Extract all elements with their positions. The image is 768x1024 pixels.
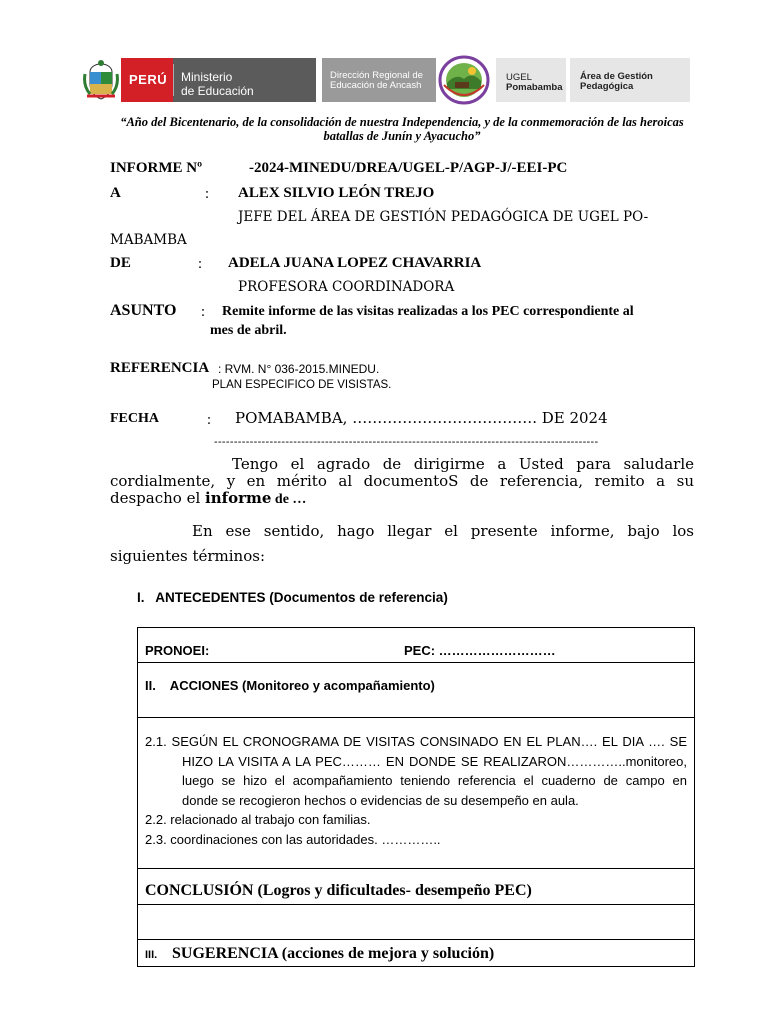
to-name: ALEX SILVIO LEÓN TREJO xyxy=(238,185,435,201)
date-value: POMABAMBA, ………………………………. DE 2024 xyxy=(235,409,608,427)
para1-line2: cordialmente, y en mérito al documentoS de referencia, remito a su xyxy=(110,472,694,490)
actions-cell[interactable] xyxy=(138,718,695,869)
suggestion-heading-cell xyxy=(138,940,695,967)
from-title: PROFESORA COORDINADORA xyxy=(238,279,455,295)
pronoei-label: PRONOEI: xyxy=(145,643,210,658)
reference-line2: PLAN ESPECIFICO DE VISISTAS. xyxy=(212,379,392,391)
ugel-emblem-icon xyxy=(438,55,490,105)
peru-label: PERÚ xyxy=(129,72,168,87)
para1-line3-end: de … xyxy=(271,492,307,507)
table-row xyxy=(138,869,695,905)
table-row xyxy=(138,905,695,940)
ministry-line2: de Educación xyxy=(181,84,254,98)
section2-heading: II. ACCIONES (Monitoreo y acompañamiento) xyxy=(145,678,435,693)
ministry-logo xyxy=(173,58,316,102)
informe-label: INFORME Nº xyxy=(110,160,203,176)
item-2-1-line4: donde se recogieron hechos o evidencias de su desempeño en aula. xyxy=(182,792,579,808)
ugel-line2: Pomabamba xyxy=(506,82,563,93)
motto-line2: batallas de Junín y Ayacucho” xyxy=(323,129,481,143)
section3-numeral: III. xyxy=(145,949,158,961)
item-2-2: 2.2. relacionado al trabajo con familias. xyxy=(145,812,371,827)
drea-line1: Dirección Regional de xyxy=(330,70,423,81)
area-line2: Pedagógica xyxy=(580,81,634,92)
ministry-line1: Ministerio xyxy=(181,70,233,84)
ugel-logo xyxy=(496,58,566,102)
para2-line2: siguientes términos: xyxy=(110,547,266,565)
to-colon: : xyxy=(205,186,210,202)
section3-heading: SUGERENCIA (acciones de mejora y solución) xyxy=(172,945,495,962)
item-2-1-line2: HIZO LA VISITA A LA PEC……… EN DONDE SE REALIZARON…………..monitoreo, xyxy=(182,753,687,769)
report-table xyxy=(137,627,695,967)
para1-line1: Tengo el agrado de dirigirme a Usted para saludarle xyxy=(232,455,694,473)
logo-divider xyxy=(173,64,174,96)
conclusion-content-cell[interactable] xyxy=(138,905,695,940)
to-label: A xyxy=(110,185,121,201)
date-label: FECHA xyxy=(110,411,159,426)
reference-line1: : RVM. N° 036-2015.MINEDU. xyxy=(218,362,380,376)
subject-label: ASUNTO xyxy=(110,302,177,319)
item-2-3: 2.3. coordinaciones con las autoridades. ………….. xyxy=(145,831,441,847)
para1-line3-start: despacho el xyxy=(110,489,206,507)
peru-coat-of-arms-icon xyxy=(82,60,120,102)
pronoei-cell[interactable] xyxy=(138,628,695,663)
reference-label: REFERENCIA xyxy=(110,360,210,376)
item-2-1-line1: 2.1. SEGÚN EL CRONOGRAMA DE VISITAS CONSINADO EN EL PLAN…. EL DIA …. SE xyxy=(145,734,687,749)
from-colon: : xyxy=(198,256,203,272)
date-colon: : xyxy=(207,412,212,428)
conclusion-heading-cell xyxy=(138,869,695,905)
informe-code: -2024-MINEDU/DREA/UGEL-P/AGP-J/-EEI-PC xyxy=(249,160,568,176)
subject-line2: mes de abril. xyxy=(210,323,287,338)
para1-line3-bold: informe xyxy=(205,489,272,507)
to-title-line2: MABAMBA xyxy=(110,232,187,248)
area-line1: Área de Gestión xyxy=(580,71,653,82)
conclusion-heading: CONCLUSIÓN (Logros y dificultades- desempeño PEC) xyxy=(145,882,532,899)
section2-heading-cell xyxy=(138,663,695,718)
table-row xyxy=(138,663,695,718)
section1-heading: I. ANTECEDENTES (Documentos de referencia) xyxy=(137,590,448,605)
para1-line3 xyxy=(110,489,306,508)
para2-line1: En ese sentido, hago llegar el presente informe, bajo los xyxy=(192,522,694,540)
subject-line1: Remite informe de las visitas realizadas a los PEC correspondiente al xyxy=(222,304,634,319)
drea-line2: Educación de Ancash xyxy=(330,80,422,91)
subject-colon: : xyxy=(201,304,206,320)
table-row xyxy=(138,940,695,967)
drea-logo xyxy=(322,58,436,102)
area-logo xyxy=(570,58,690,102)
to-title-line1: JEFE DEL ÁREA DE GESTIÓN PEDAGÓGICA DE UGEL PO- xyxy=(238,209,649,225)
table-row xyxy=(138,628,695,663)
from-label: DE xyxy=(110,255,131,271)
item-2-1-line3: luego se hizo el acompañamiento teniendo referencia el cuaderno de campo en xyxy=(182,773,687,788)
peru-logo xyxy=(121,58,173,102)
from-name: ADELA JUANA LOPEZ CHAVARRIA xyxy=(228,255,482,271)
year-motto xyxy=(110,115,694,143)
header-divider: ------------------------------------------------------------------------------------------------- xyxy=(214,436,599,448)
table-row xyxy=(138,718,695,869)
ugel-line1: UGEL xyxy=(506,72,532,83)
motto-line1: “Año del Bicentenario, de la consolidación de nuestra Independencia, y de la conmemoración de las heroicas xyxy=(120,115,684,129)
pec-label: PEC: ……………………… xyxy=(404,643,556,658)
